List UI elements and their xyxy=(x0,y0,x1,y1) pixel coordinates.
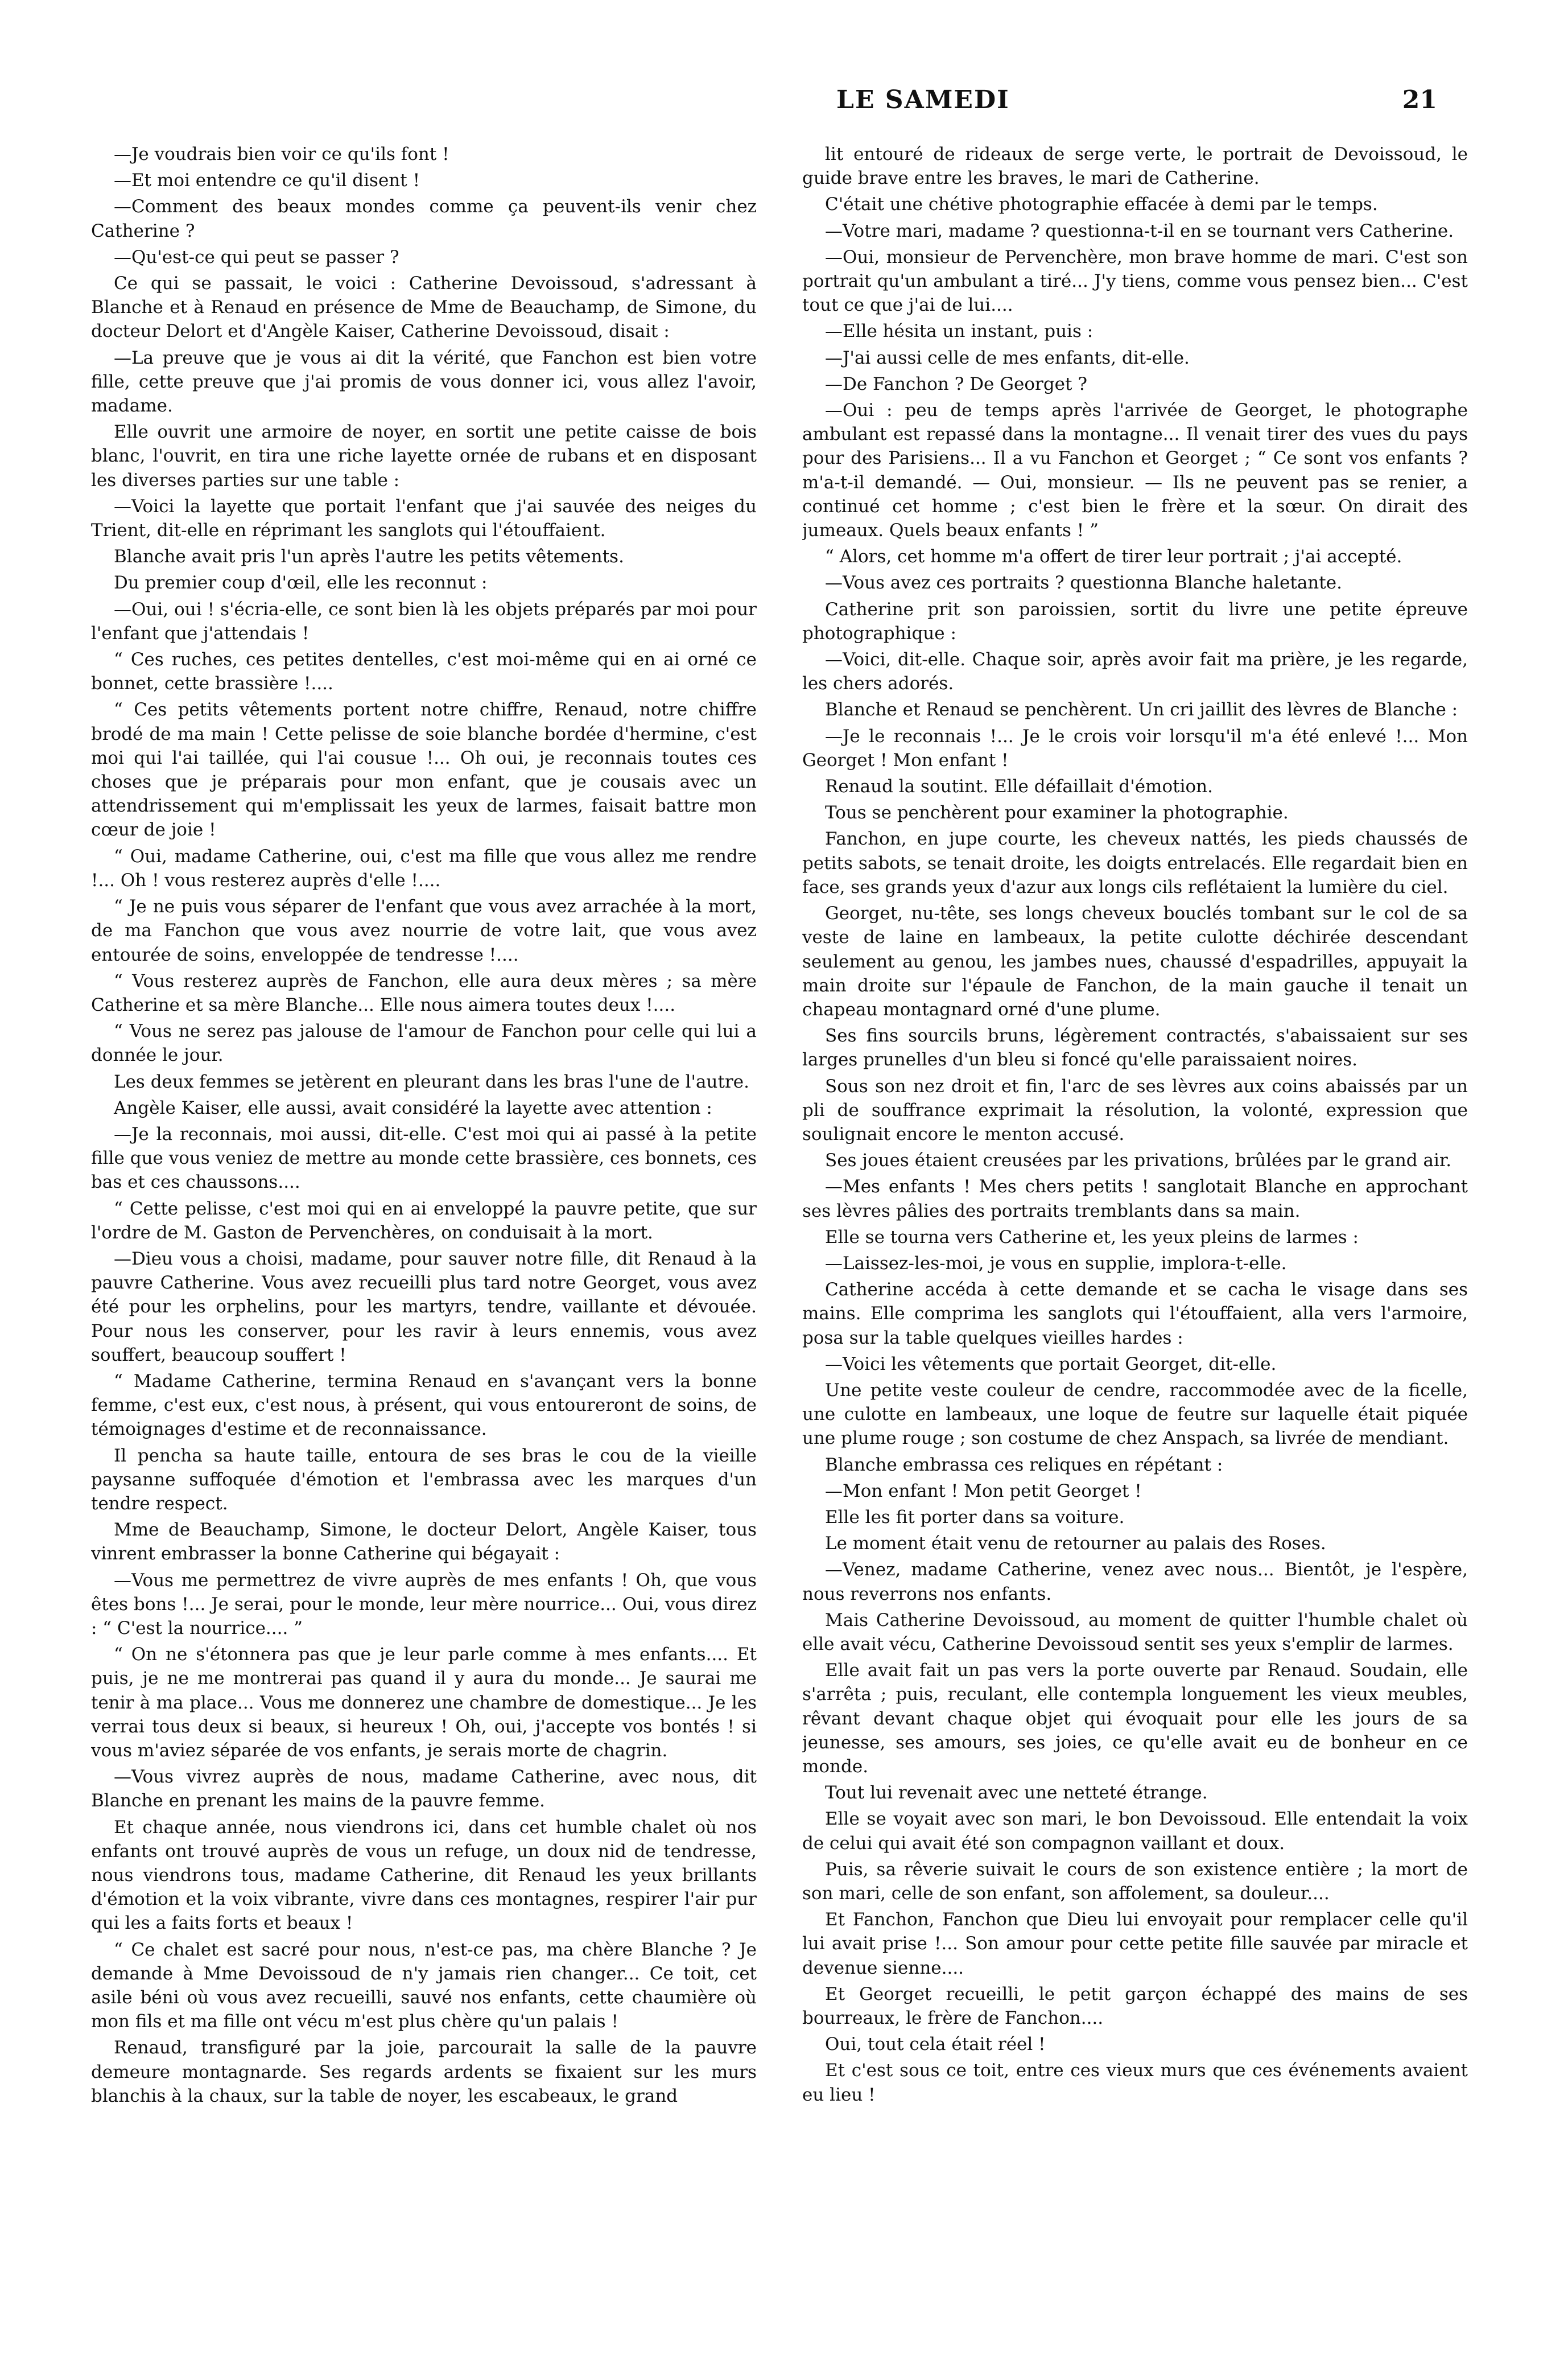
paragraph: Catherine accéda à cette demande et se cacha le visage dans ses mains. Elle comprima les sanglots qui l'étouffaient, alla vers l'armoire, posa sur la table quelques vieilles hardes : xyxy=(802,1279,1468,1348)
paragraph: C'était une chétive photographie effacée à demi par le temps. xyxy=(825,194,1378,215)
paragraph: —Voici la layette que portait l'enfant que j'ai sauvée des neiges du Trient, dit-elle en réprimant les sanglots qui l'étouffaient. xyxy=(91,496,757,541)
paragraph: Blanche embrassa ces reliques en répétant : xyxy=(825,1454,1223,1475)
paragraph: Mme de Beauchamp, Simone, le docteur Delort, Angèle Kaiser, tous vinrent embrasser la bonne Catherine qui bégayait : xyxy=(91,1520,757,1565)
paragraph: “ Madame Catherine, termina Renaud en s'avançant vers la bonne femme, c'est eux, c'est nous, à présent, qui vous entoureront de soins, de témoignages d'estime et de reconnaissance. xyxy=(91,1370,757,1440)
paragraph: —La preuve que je vous ai dit la vérité, que Fanchon est bien votre fille, cette preuve que j'ai promis de vous donner ici, vous allez l'avoir, madame. xyxy=(91,347,757,417)
paragraph: Sous son nez droit et fin, l'arc de ses lèvres aux coins abaissés par un pli de souffrance exprimait la résolution, la volonté, expression que soulignait encore le menton accusé. xyxy=(802,1076,1468,1144)
paragraph: —Oui, oui ! s'écria-elle, ce sont bien là les objets préparés par moi pour l'enfant que j'attendais ! xyxy=(91,599,757,644)
paragraph: —Laissez-les-moi, je vous en supplie, implora-t-elle. xyxy=(825,1253,1287,1274)
page-header xyxy=(131,85,1437,120)
paragraph: Fanchon, en jupe courte, les cheveux nattés, les pieds chaussés de petits sabots, se tenait droite, les doigts entrelacés. Elle regardait bien en face, ses grands yeux d'azur aux longs cils reflétaient la lumière du ciel. xyxy=(802,829,1468,898)
paragraph: Ce qui se passait, le voici : Catherine Devoissoud, s'adressant à Blanche et à Renaud en présence de Mme de Beauchamp, de Simone, du docteur Delort et d'Angèle Kaiser, Catherine Devoissoud, disait : xyxy=(91,273,757,342)
paragraph: “ Vous resterez auprès de Fanchon, elle aura deux mères ; sa mère Catherine et sa mère Blanche... Elle nous aimera toutes deux !.... xyxy=(91,970,757,1015)
paragraph: Elle se voyait avec son mari, le bon Devoissoud. Elle entendait la voix de celui qui avait été son compagnon vaillant et doux. xyxy=(802,1809,1468,1854)
paragraph: “ Ce chalet est sacré pour nous, n'est-ce pas, ma chère Blanche ? Je demande à Mme Devoissoud de n'y jamais rien changer... Ce toit, cet asile béni où vous avez recueilli, sauvé nos enfants, cette chaumière où mon fils et ma fille ont vécu m'est plus chère qu'un palais ! xyxy=(91,1939,757,2032)
paragraph: —Voici les vêtements que portait Georget, dit-elle. xyxy=(825,1353,1277,1374)
paragraph: Elle se tourna vers Catherine et, les yeux pleins de larmes : xyxy=(825,1226,1359,1248)
paragraph: “ Ces ruches, ces petites dentelles, c'est moi-même qui en ai orné ce bonnet, cette brassière !.... xyxy=(91,649,757,694)
paragraph: Elle les fit porter dans sa voiture. xyxy=(825,1506,1125,1528)
paragraph: —Je le reconnais !... Je le crois voir lorsqu'il m'a été enlevé !... Mon Georget ! Mon enfant ! xyxy=(802,726,1468,771)
paragraph: Renaud la soutint. Elle défaillait d'émotion. xyxy=(825,776,1213,797)
paragraph: Renaud, transfiguré par la joie, parcourait la salle de la pauvre demeure montagnarde. Ses regards ardents se fixaient sur les murs blanchis à la chaux, sur la table de noyer, les escabeaux, le grand xyxy=(91,2037,757,2106)
paragraph: Puis, sa rêverie suivait le cours de son existence entière ; la mort de son mari, celle de son enfant, son affolement, sa douleur.... xyxy=(802,1859,1468,1904)
paragraph: “ Je ne puis vous séparer de l'enfant que vous avez arrachée à la mort, de ma Fanchon que vous avez nourrie de votre lait, que vous avez entourée de soins, enveloppée de tendresse !.... xyxy=(91,896,757,965)
paragraph: —De Fanchon ? De Georget ? xyxy=(825,373,1087,394)
paragraph: —Oui : peu de temps après l'arrivée de Georget, le photographe ambulant est repassé dans la montagne... Il venait tirer des vues du pays pour des Parisiens... Il a vu Fanchon et Georget ; “ Ce sont vos enfants ? m'a-t-il demandé. — Oui, monsieur. — Ils ne peuvent pas se renier, a continué cet homme ; c'est bien le frère et la sœur. On dirait des jumeaux. Quels beaux enfants ! ” xyxy=(802,400,1468,541)
text-column-right xyxy=(802,142,1468,2322)
paragraph: —Vous me permettrez de vivre auprès de mes enfants ! Oh, que vous êtes bons !... Je serai, pour le monde, leur mère nourrice... Oui, vous direz : “ C'est la nourrice.... ” xyxy=(91,1570,757,1638)
paragraph: —Je voudrais bien voir ce qu'ils font ! xyxy=(114,144,449,164)
paragraph: Angèle Kaiser, elle aussi, avait considéré la layette avec attention : xyxy=(114,1097,712,1118)
paragraph: —Vous vivrez auprès de nous, madame Catherine, avec nous, dit Blanche en prenant les mains de la pauvre femme. xyxy=(91,1767,757,1812)
paragraph: Blanche et Renaud se penchèrent. Un cri jaillit des lèvres de Blanche : xyxy=(825,699,1458,721)
paragraph: —Et moi entendre ce qu'il disent ! xyxy=(114,170,420,191)
paragraph: Oui, tout cela était réel ! xyxy=(825,2034,1046,2055)
paragraph: —J'ai aussi celle de mes enfants, dit-elle. xyxy=(825,347,1190,368)
paragraph: Catherine prit son paroissien, sortit du livre une petite épreuve photographique : xyxy=(802,599,1468,644)
paragraph: Et c'est sous ce toit, entre ces vieux murs que ces événements avaient eu lieu ! xyxy=(802,2060,1468,2105)
paragraph: Blanche avait pris l'un après l'autre les petits vêtements. xyxy=(114,546,624,567)
paragraph: Les deux femmes se jetèrent en pleurant dans les bras l'une de l'autre. xyxy=(114,1071,749,1092)
paragraph: “ Alors, cet homme m'a offert de tirer leur portrait ; j'ai accepté. xyxy=(825,546,1402,567)
paragraph: Tous se penchèrent pour examiner la photographie. xyxy=(825,802,1289,824)
paragraph: “ Cette pelisse, c'est moi qui en ai enveloppé la pauvre petite, que sur l'ordre de M. Gaston de Pervenchères, on conduisait à la mort. xyxy=(91,1198,757,1243)
paragraph: Elle ouvrit une armoire de noyer, en sortit une petite caisse de bois blanc, l'ouvrit, en tira une riche layette ornée de rubans et en disposant les diverses parties sur une table : xyxy=(91,422,757,491)
paragraph: Tout lui revenait avec une netteté étrange. xyxy=(825,1782,1208,1804)
paragraph: Une petite veste couleur de cendre, raccommodée avec de la ficelle, une culotte en lambeaux, une loque de feutre sur laquelle était piquée une plume rouge ; son costume de chez Anspach, sa livrée de mendiant. xyxy=(802,1380,1468,1449)
paragraph: Georget, nu-tête, ses longs cheveux bouclés tombant sur le col de sa veste de laine en lambeaux, la petite culotte déchirée descendant seulement au genou, les jambes nues, chaussé d'espadrilles, appuyait la main droite sur l'épaule de Fanchon, de la main gauche il tenait un chapeau montagnard orné d'une plume. xyxy=(802,903,1468,1020)
paragraph: lit entouré de rideaux de serge verte, le portrait de Devoissoud, le guide brave entre les braves, le mari de Catherine. xyxy=(802,144,1468,189)
paragraph: —Qu'est-ce qui peut se passer ? xyxy=(114,246,399,267)
paragraph: —Votre mari, madame ? questionna-t-il en se tournant vers Catherine. xyxy=(825,220,1454,241)
paragraph: Et Fanchon, Fanchon que Dieu lui envoyait pour remplacer celle qu'il lui avait prise !... Son amour pour cette petite fille sauvée par miracle et devenue sienne.... xyxy=(802,1909,1468,1978)
paragraph: —Elle hésita un instant, puis : xyxy=(825,321,1094,342)
paragraph: —Mes enfants ! Mes chers petits ! sanglotait Blanche en approchant ses lèvres pâlies des portraits tremblants dans sa main. xyxy=(802,1176,1468,1221)
paragraph: —Dieu vous a choisi, madame, pour sauver notre fille, dit Renaud à la pauvre Catherine. Vous avez recueilli plus tard notre Georget, vous avez été pour les orphelins, pour les martyrs, tendre, vaillante et dévouée. Pour nous les conserver, pour les ravir à leurs ennemis, vous avez souffert, beaucoup souffert ! xyxy=(91,1248,757,1365)
paragraph: “ On ne s'étonnera pas que je leur parle comme à mes enfants.... Et puis, je ne me montrerai pas quand il y aura du monde... Je saurai me tenir à ma place... Vous me donnerez une chambre de domestique... Je les verrai tous deux si beaux, si heureux ! Oh, oui, j'accepte vos bontés ! si vous m'aviez séparée de vos enfants, je serais morte de chagrin. xyxy=(91,1644,757,1761)
paragraph: Ses joues étaient creusées par les privations, brûlées par le grand air. xyxy=(825,1150,1452,1171)
paragraph: —Vous avez ces portraits ? questionna Blanche haletante. xyxy=(825,573,1342,594)
paragraph: Mais Catherine Devoissoud, au moment de quitter l'humble chalet où elle avait vécu, Catherine Devoissoud sentit ses yeux s'emplir de larmes. xyxy=(802,1609,1468,1654)
paragraph: —Oui, monsieur de Pervenchère, mon brave homme de mari. C'est son portrait qu'un ambulant a tiré... J'y tiens, comme vous pensez bien... C'est tout ce que j'ai de lui.... xyxy=(802,246,1468,316)
paragraph: Il pencha sa haute taille, entoura de ses bras le cou de la vieille paysanne suffoquée d'émotion et l'embrassa avec les marques d'un tendre respect. xyxy=(91,1445,757,1514)
paragraph: “ Oui, madame Catherine, oui, c'est ma fille que vous allez me rendre !... Oh ! vous resterez auprès d'elle !.... xyxy=(91,846,757,891)
paragraph: Du premier coup d'œil, elle les reconnut : xyxy=(114,573,488,594)
text-column-left xyxy=(91,142,757,2322)
paragraph: Ses fins sourcils bruns, légèrement contractés, s'abaissaient sur ses larges prunelles d'un bleu si foncé qu'elle paraissaient noires. xyxy=(802,1026,1468,1071)
paragraph: Elle avait fait un pas vers la porte ouverte par Renaud. Soudain, elle s'arrêta ; puis, reculant, elle contempla longuement les vieux meubles, rêvant devant chaque objet qui évoquait pour elle les jours de sa jeunesse, ses amours, ses joies, ce qu'elle avait eu de bonheur en ce monde. xyxy=(802,1660,1468,1777)
paragraph: Le moment était venu de retourner au palais des Roses. xyxy=(825,1533,1326,1554)
paragraph: —Mon enfant ! Mon petit Georget ! xyxy=(825,1480,1142,1501)
paragraph: Et chaque année, nous viendrons ici, dans cet humble chalet où nos enfants ont trouvé auprès de vous un refuge, un doux nid de tendresse, nous viendrons tous, madame Catherine, dit Renaud les yeux brillants d'émotion et la voix vibrante, vivre dans ces montagnes, respirer l'air pur qui les a faits forts et beaux ! xyxy=(91,1817,757,1934)
paragraph: “ Ces petits vêtements portent notre chiffre, Renaud, notre chiffre brodé de ma main ! Cette pelisse de soie blanche bordée d'hermine, c'est moi qui l'ai taillée, qui l'ai cousue !... Oh oui, je reconnais toutes ces choses que je préparais pour mon enfant, que je cousais avec un attendrissement qui m'emplissait les yeux de larmes, faisait battre mon cœur de joie ! xyxy=(91,699,757,841)
paragraph: —Voici, dit-elle. Chaque soir, après avoir fait ma prière, je les regarde, les chers adorés. xyxy=(802,649,1468,694)
paragraph: —Comment des beaux mondes comme ça peuvent-ils venir chez Catherine ? xyxy=(91,196,757,241)
paragraph: “ Vous ne serez pas jalouse de l'amour de Fanchon pour celle qui lui a donnée le jour. xyxy=(91,1021,757,1066)
paragraph: —Je la reconnais, moi aussi, dit-elle. C'est moi qui ai passé à la petite fille que vous veniez de mettre au monde cette brassière, ces bonnets, ces bas et ces chaussons.... xyxy=(91,1123,757,1193)
paragraph: —Venez, madame Catherine, venez avec nous... Bientôt, je l'espère, nous reverrons nos enfants. xyxy=(802,1559,1468,1604)
page-number: 21 xyxy=(1402,85,1437,114)
running-title: LE SAMEDI xyxy=(836,85,1010,114)
paragraph: Et Georget recueilli, le petit garçon échappé des mains de ses bourreaux, le frère de Fanchon.... xyxy=(802,1983,1468,2029)
